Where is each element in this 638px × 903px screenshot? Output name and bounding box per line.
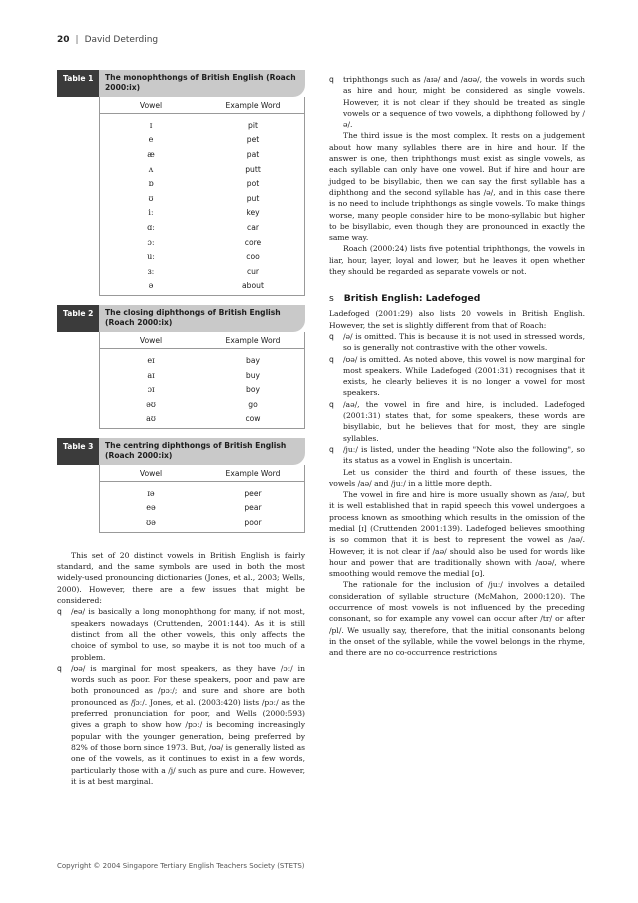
example-word: pear: [244, 503, 262, 513]
right-bullet-list: [329, 331, 585, 467]
bullet-marker: q: [329, 399, 334, 409]
body-paragraph: The vowel in fire and hire is more usually shown as /aɪə/, but it is well established that in rapid speech this vowel undergoes a process known as smoothing which results in the omission of the medial [ɪ] (Cruttenden 2001:139). Ladefoged believes smoothing is so common that it is best to represent the vowel as /aə/. However, it is not clear if /aə/ should also be used for words like hour and power that are traditionally shown with /aʊə/, where smoothing would remove the medial [ʊ].: [329, 490, 585, 579]
vowel-symbol: ɪə: [147, 488, 155, 498]
left-intro-paragraph: This set of 20 distinct vowels in British English is fairly standard, and the same symbols are used in both the most widely-used pronouncing dictionaries (Jones, et al., 2003; Wells, 2000). However, there are a few issues that might be considered:: [57, 550, 305, 606]
vowel-symbol: ɪ: [149, 120, 153, 130]
bullet-marker: q: [57, 607, 62, 617]
bullet-item: [329, 74, 585, 130]
table-rows: [100, 482, 304, 532]
footer-copyright: Copyright © 2004 Singapore Tertiary English Teachers Society (STETS): [57, 862, 305, 870]
example-word: peer: [244, 488, 262, 498]
section-intro-paragraph: Ladefoged (2001:29) also lists 20 vowels in British English. However, the set is slightly different from that of Roach:: [329, 309, 585, 330]
body-paragraph: The rationale for the inclusion of /juː/ involves a detailed consideration of syllable structure (McMahon, 2000:120). The occurrence of most vowels is not influenced by the preceding consonant, so for example any vowel can occur after /tr/ or after /pl/. We usually say, therefore, that the initial consonants belong in the onset of the syllable, while the vowel belongs in the rhyme, and there are no co-occurrence restrictions: [329, 580, 585, 658]
table-label: Table 2: [57, 305, 99, 332]
example-word: key: [246, 208, 260, 218]
table-row: [100, 264, 304, 279]
header-separator: |: [75, 35, 79, 45]
right-paragraphs-1: [329, 130, 585, 277]
right-paragraphs-2: [329, 467, 585, 659]
bullet-text: /eə/ is basically a long monophthong for many, if not most, speakers nowadays (Cruttenden, 2001:144). As it is still distinct from all the other vowels, this only affects the choice of symbol to use, so maybe it is not too much of a problem.: [71, 607, 305, 662]
bullet-marker: q: [329, 331, 334, 341]
example-word: car: [247, 222, 259, 232]
body-paragraph: Let us consider the third and fourth of these issues, the vowels /aə/ and /juː/ in a little more depth.: [329, 467, 585, 488]
column-header-vowel: Vowel: [139, 468, 163, 478]
example-word: pet: [246, 135, 260, 145]
section-heading: [329, 293, 585, 304]
section-marker: s: [329, 293, 334, 305]
vowel-symbol: iː: [148, 208, 154, 218]
right-column: [329, 74, 585, 659]
example-word: coo: [246, 252, 260, 262]
column-header-vowel: Vowel: [139, 335, 163, 345]
bullet-text: /ə/ is omitted. This is because it is not used in stressed words, so is generally not contrastive with the other vowels.: [343, 331, 585, 353]
body-paragraph: The third issue is the most complex. It rests on a judgement about how many syllables there are in hire and hour. If the answer is one, then triphthongs must exist as single vowels, as each syllable can only have one vowel. But if hire and hour are judged to be bisyllabic, then we can say the first syllable has a diphthong and the second syllable has /ə/, and in this case there is no need to include triphthongs as single vowels. To make things worse, many people consider hire to be mono-syllabic but higher to be bisyllabic, even though they are pronounced in exactly the same way.: [329, 131, 585, 243]
bullet-text: /ʊə/ is marginal for most speakers, as they have /ɔː/ in words such as poor. For these speakers, poor and paw are both pronounced as /pɔː/; and sure and shore are both pronounced as /ʃɔː/. Jones, et al. (2003:420) lists /pɔː/ as the preferred pronunciation for poor, and Wells (2000:593) gives a graph to show how /pɔː/ is becoming increasingly popular with the younger generation, being preferred by 82% of those born since 1973. But, /ʊə/ is generally listed as one of the vowels, as it continues to exist in a few words, particularly those with a /j/ such as pure and cure. However, it is at best marginal.: [71, 663, 305, 786]
tables-container: [57, 70, 305, 533]
bullet-item: [57, 663, 305, 787]
vowel-symbol: aʊ: [146, 414, 156, 424]
vowel-symbol: ɑː: [147, 222, 155, 232]
bullet-marker: q: [329, 444, 334, 454]
vowel-symbol: ɜː: [147, 266, 155, 276]
vowel-symbol: uː: [147, 252, 155, 262]
table-row: [100, 515, 304, 530]
vowel-symbol: æ: [147, 149, 155, 159]
example-word: cow: [245, 414, 261, 424]
table-header: [57, 70, 305, 97]
vowel-symbol: ʊ: [148, 193, 154, 203]
vowel-symbol: ɒ: [148, 179, 154, 189]
example-word: cur: [246, 266, 260, 276]
table-row: [100, 368, 304, 383]
table-title: The monophthongs of British English (Roach 2000:ix): [99, 70, 305, 97]
vowel-symbol: ʌ: [148, 164, 154, 174]
table-row: [100, 133, 304, 148]
example-word: buy: [245, 370, 261, 380]
vowel-symbol: aɪ: [147, 370, 155, 380]
vowel-symbol: ə: [148, 281, 154, 291]
table-title: The centring diphthongs of British English (Roach 2000:ix): [99, 438, 305, 465]
bullet-item: [329, 444, 585, 467]
bullet-marker: q: [329, 75, 334, 84]
table-column-headers: [100, 97, 304, 114]
table-header: [57, 438, 305, 465]
table-rows: [100, 349, 304, 428]
table-rows: [100, 114, 304, 295]
example-word: core: [244, 237, 262, 247]
table-row: [100, 147, 304, 162]
bullet-item: [329, 354, 585, 399]
table-body: [99, 465, 305, 533]
table-label: Table 1: [57, 70, 99, 97]
page-number: 20: [57, 35, 70, 45]
bullet-text: /juː/ is listed, under the heading "Note also the following", so its status as a vowel in English is uncertain.: [343, 444, 585, 466]
table-row: [100, 249, 304, 264]
vowel-table: [57, 70, 305, 296]
table-column-headers: [100, 465, 304, 482]
table-body: [99, 332, 305, 429]
table-row: [100, 220, 304, 235]
table-row: [100, 162, 304, 177]
left-bullet-list: [57, 606, 305, 787]
bullet-text: /aə/, the vowel in fire and hire, is included. Ladefoged (2001:31) states that, for some speakers, these words are bisyllabic, but he believes that for most, they are single syllables.: [343, 399, 585, 443]
bullet-item: [329, 331, 585, 354]
example-word: pat: [246, 149, 260, 159]
bullet-text: triphthongs such as /aɪə/ and /aʊə/, the vowels in words such as hire and hour, might be considered as single vowels. However, it is not clear if they should be treated as single vowels or a sequence of two vowels, a diphthong followed by /ə/.: [343, 75, 585, 130]
table-label: Table 3: [57, 438, 99, 465]
body-paragraph: Roach (2000:24) lists five potential triphthongs, the vowels in liar, hour, layer, loyal and lower, but he leaves it open whether they should be regarded as separate vowels or not.: [329, 244, 585, 277]
column-header-example-word: Example Word: [225, 468, 281, 478]
example-word: putt: [245, 164, 261, 174]
column-header-vowel: Vowel: [139, 100, 163, 110]
vowel-symbol: əʊ: [146, 399, 156, 409]
vowel-symbol: ɔː: [147, 237, 155, 247]
table-column-headers: [100, 332, 304, 349]
example-word: go: [248, 399, 258, 409]
example-word: pot: [246, 179, 260, 189]
table-row: [100, 191, 304, 206]
vowel-table: [57, 305, 305, 429]
table-row: [100, 176, 304, 191]
vowel-table: [57, 438, 305, 533]
example-word: bay: [246, 355, 260, 365]
example-word: put: [246, 193, 260, 203]
example-word: pit: [248, 120, 258, 130]
example-word: poor: [244, 518, 262, 528]
table-row: [100, 412, 304, 427]
bullet-marker: q: [57, 663, 62, 673]
header-author: David Deterding: [84, 35, 159, 45]
left-column: [57, 70, 305, 787]
bullet-item: [329, 399, 585, 444]
column-header-example-word: Example Word: [225, 335, 281, 345]
table-row: [100, 118, 304, 133]
table-row: [100, 279, 304, 294]
bullet-item: [57, 606, 305, 662]
vowel-symbol: ʊə: [146, 518, 156, 528]
vowel-symbol: eə: [146, 503, 156, 513]
example-word: boy: [246, 385, 260, 395]
table-title: The closing diphthongs of British English (Roach 2000:ix): [99, 305, 305, 332]
table-body: [99, 97, 305, 296]
vowel-symbol: ɔɪ: [147, 385, 155, 395]
table-row: [100, 382, 304, 397]
table-header: [57, 305, 305, 332]
section-title: British English: Ladefoged: [343, 293, 481, 305]
vowel-symbol: eɪ: [147, 355, 155, 365]
table-row: [100, 397, 304, 412]
running-header: [57, 35, 158, 45]
column-header-example-word: Example Word: [225, 100, 281, 110]
table-row: [100, 235, 304, 250]
bullet-marker: q: [329, 354, 334, 364]
bullet-text: /ʊə/ is omitted. As noted above, this vowel is now marginal for most speakers. While Ladefoged (2001:31) recognises that it exists, he clearly believes it is no longer a vowel for most speakers.: [343, 354, 585, 398]
table-row: [100, 206, 304, 221]
example-word: about: [242, 281, 264, 291]
table-row: [100, 486, 304, 501]
table-row: [100, 501, 304, 516]
table-row: [100, 353, 304, 368]
vowel-symbol: e: [148, 135, 154, 145]
